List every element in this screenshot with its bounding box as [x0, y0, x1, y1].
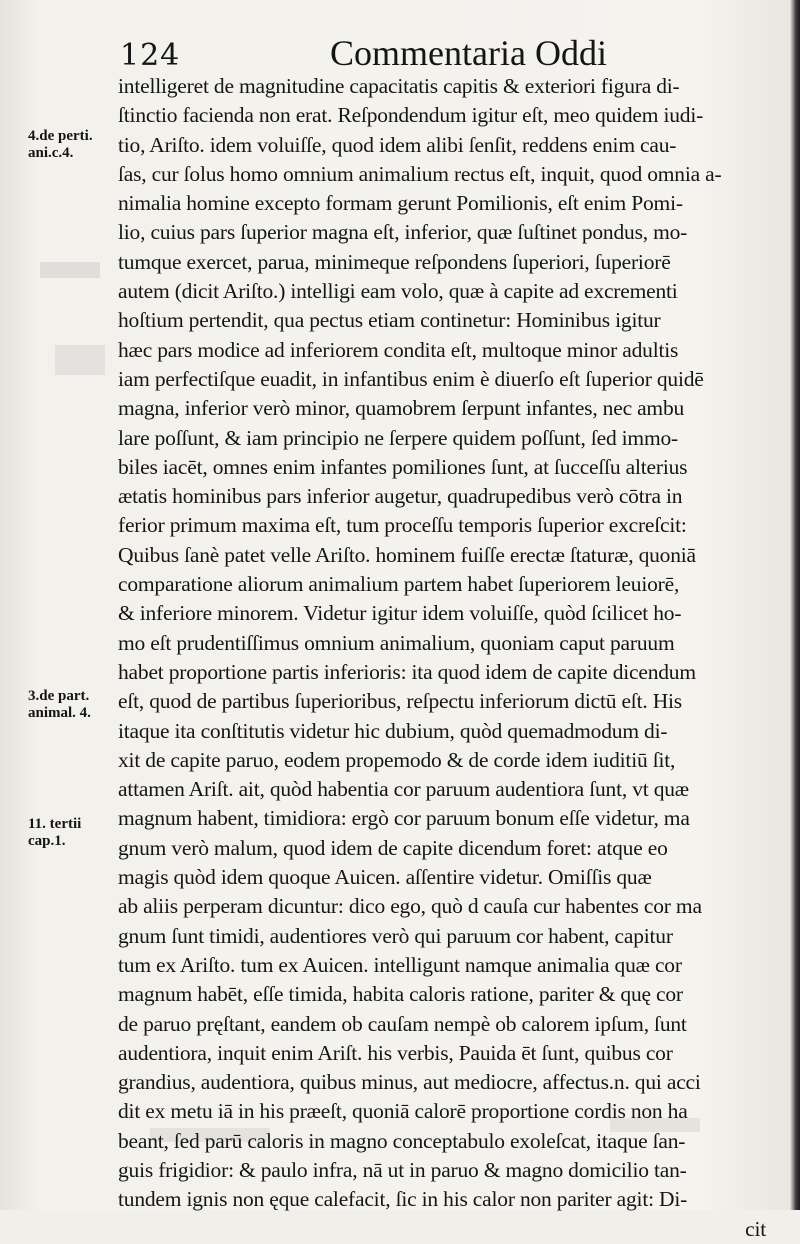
page-number: 124 — [120, 38, 181, 73]
margin-note — [28, 816, 81, 850]
text-line: Quibus ſanè patet velle Ariſto. hominem fuiſſe erectæ ſtaturæ, quoniā — [118, 542, 696, 567]
text-line: de paruo pręſtant, eandem ob cauſam nempè ob calorem ipſum, ſunt — [118, 1011, 687, 1036]
text-line: eſt, quod de partibus ſuperioribus, reſpectu inferiorum dictū eſt. His — [118, 689, 682, 714]
text-line: magnum habent, timidiora: ergò cor paruum bonum eſſe videtur, ma — [118, 806, 690, 831]
text-line: xit de capite paruo, eodem propemodo & de corde idem iuditiū ſit, — [118, 747, 676, 772]
text-line: dit ex metu iā in his præeſt, quoniā calorē proportione cordis non ha — [118, 1099, 688, 1124]
text-line: grandius, audentiora, quibus minus, aut mediocre, affectus.n. qui acci — [118, 1070, 701, 1095]
text-line: cit — [745, 1216, 766, 1241]
text-line: tum ex Ariſto. tum ex Auicen. intelligunt namque animalia quæ cor — [118, 952, 682, 977]
text-line: ſtinctio facienda non erat. Reſpondendum igitur eſt, meo quidem iudi- — [118, 103, 704, 128]
text-line: itaque ita conſtitutis videtur hic dubium, quòd quemadmodum di- — [118, 718, 668, 743]
text-line: lio, cuius pars ſuperior magna eſt, inferior, quæ ſuſtinet pondus, mo- — [118, 220, 688, 245]
text-line: autem (dicit Ariſto.) intelligi eam volo, quæ à capite ad excrementi — [118, 279, 678, 304]
text-line: tio, Ariſto. idem voluiſſe, quod idem alibi ſenſit, reddens enim cau- — [118, 132, 677, 157]
text-line: magna, inferior verò minor, quamobrem ſerpunt infantes, nec ambu — [118, 396, 685, 421]
text-line: tundem ignis non ęque calefacit, ſic in his calor non pariter agit: Di- — [118, 1187, 688, 1212]
text-line: attamen Ariſt. ait, quòd habentia cor paruum audentiora ſunt, vt quæ — [118, 777, 689, 802]
margin-note — [28, 128, 93, 162]
text-line: gnum ſunt timidi, audentiores verò qui paruum cor habent, capitur — [118, 923, 673, 948]
text-line: nimalia homine excepto formam gerunt Pomilionis, eſt enim Pomi- — [118, 191, 683, 216]
text-line: magis quòd idem quoque Auicen. aſſentire videtur. Omiſſis quæ — [118, 865, 652, 890]
margin-note-text: 11. tertii cap.1. — [28, 816, 82, 849]
margin-note-text: 3.de part. animal. 4. — [28, 688, 91, 721]
text-line: hæc pars modice ad inferiorem condita eſt, multoque minor adultis — [118, 337, 679, 362]
text-line: audentiora, inquit enim Ariſt. his verbis, Pauida ēt ſunt, quibus cor — [118, 1040, 673, 1065]
text-line: comparatione aliorum animalium partem habet ſuperiorem leuiorē, — [118, 572, 680, 597]
text-line: hoſtium pertendit, qua pectus etiam continetur: Hominibus igitur — [118, 308, 661, 333]
text-line: biles iacēt, omnes enim infantes pomiliones ſunt, at ſucceſſu alterius — [118, 454, 688, 479]
body-text — [118, 72, 766, 1244]
show-through-smudge — [55, 345, 105, 375]
margin-note — [28, 688, 91, 722]
text-line: iam perfectiſque euadit, in infantibus enim è diuerſo eſt ſuperior quidē — [118, 366, 704, 391]
running-title: Commentaria Oddi — [330, 33, 607, 73]
text-line: ferior primum maxima eſt, tum proceſſu temporis ſuperior excreſcit: — [118, 513, 687, 538]
margin-note-text: 4.de perti. ani.c.4. — [28, 128, 93, 161]
text-line: magnum habēt, eſſe timida, habita caloris ratione, pariter & quę cor — [118, 982, 683, 1007]
text-line: mo eſt prudentiſſimus omnium animalium, quoniam caput paruum — [118, 630, 675, 655]
text-line: tumque exercet, parua, minimeque reſpondens ſuperiori, ſuperiorē — [118, 249, 671, 274]
text-line: & inferiore minorem. Videtur igitur idem voluiſſe, quòd ſcilicet ho- — [118, 601, 682, 626]
text-line: ſas, cur ſolus homo omnium animalium rectus eſt, inquit, quod omnia a- — [118, 161, 722, 186]
text-line: habet proportione partis inferioris: ita quod idem de capite dicendum — [118, 659, 696, 684]
text-line: beant, ſed parū caloris in magno conceptabulo exoleſcat, itaque ſan- — [118, 1128, 686, 1153]
text-line: ab aliis perperam dicuntur: dico ego, quò d cauſa cur habentes cor ma — [118, 894, 702, 919]
text-line: guis frigidior: & paulo infra, nā ut in paruo & magno domicilio tan- — [118, 1157, 687, 1182]
text-line: lare poſſunt, & iam principio ne ſerpere quidem poſſunt, ſed immo- — [118, 425, 678, 450]
text-line: intelligeret de magnitudine capacitatis capitis & exteriori figura di- — [118, 74, 680, 98]
text-line: ætatis hominibus pars inferior augetur, quadrupedibus verò cōtra in — [118, 484, 683, 509]
text-line: gnum verò malum, quod idem de capite dicendum foret: atque eo — [118, 835, 668, 860]
show-through-smudge — [40, 262, 100, 278]
